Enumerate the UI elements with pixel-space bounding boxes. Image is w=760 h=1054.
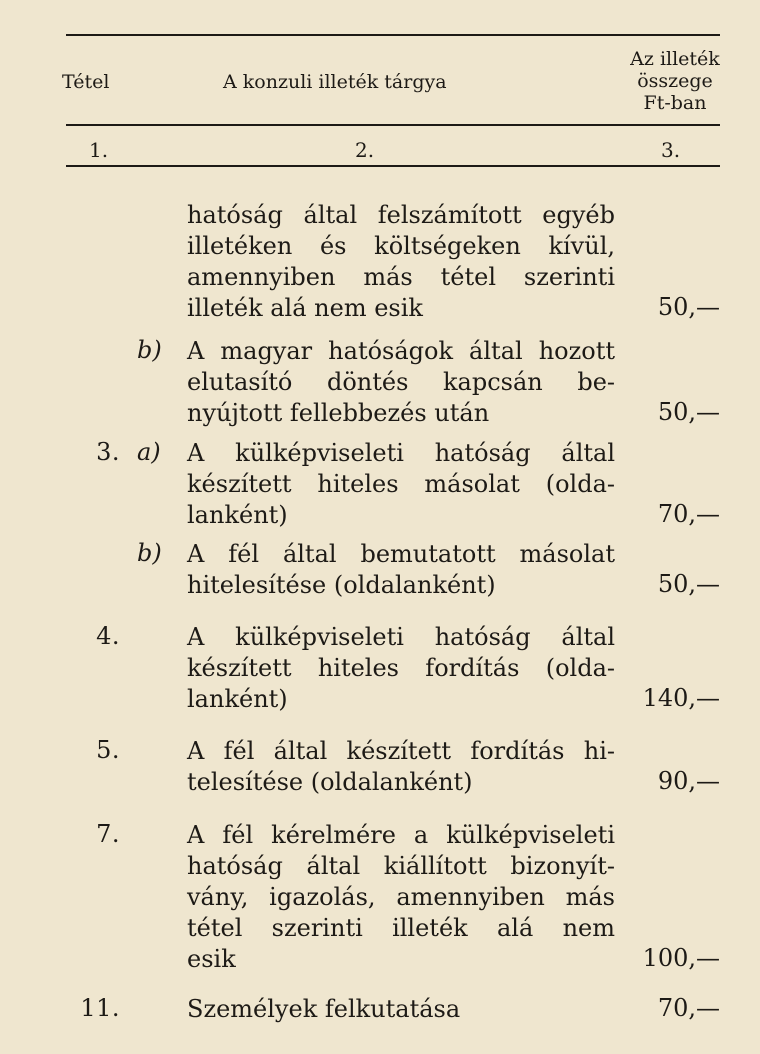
row-description-line: A fél által bemutatott másolat	[187, 540, 615, 568]
row-subitem-letter: a)	[137, 438, 161, 466]
row-description-line: készített hiteles fordítás (olda-	[187, 654, 615, 682]
row-description-line: készített hiteles másolat (olda-	[187, 470, 615, 498]
row-amount: 50,—	[657, 293, 720, 321]
numbers-bottom-rule	[66, 165, 720, 167]
row-amount: 70,—	[657, 994, 720, 1022]
row-subitem-letter: b)	[137, 539, 162, 567]
row-description	[187, 736, 615, 798]
header-subject: A konzuli illeték tárgya	[223, 71, 447, 93]
row-description-line: vány, igazolás, amennyiben más	[187, 883, 615, 911]
row-description-line: A magyar hatóságok által hozott	[187, 337, 615, 365]
row-tetel-number: 4.	[96, 622, 120, 650]
row-tetel-number: 5.	[96, 736, 120, 764]
row-description-line: illeték alá nem esik	[187, 294, 423, 322]
column-number-3: 3.	[661, 138, 681, 162]
table-row	[0, 994, 760, 1025]
row-amount: 140,—	[642, 684, 720, 712]
row-description-line: amennyiben más tétel szerinti	[187, 263, 615, 291]
row-amount: 50,—	[657, 570, 720, 598]
table-row	[0, 336, 760, 429]
row-amount: 50,—	[657, 398, 720, 426]
row-description	[187, 994, 615, 1025]
header-amount-line: Az illeték	[630, 48, 720, 70]
row-description	[187, 200, 615, 324]
row-description	[187, 539, 615, 601]
header-bottom-rule	[66, 124, 720, 126]
table-row	[0, 438, 760, 531]
row-description-line: A külképviseleti hatóság által	[187, 623, 615, 651]
top-rule	[66, 34, 720, 36]
row-description-line: hatóság által kiállított bizonyít-	[187, 852, 615, 880]
row-description-line: tétel szerinti illeték alá nem	[187, 914, 615, 942]
row-description-line: elutasító döntés kapcsán be-	[187, 368, 615, 396]
row-description-line: nyújtott fellebbezés után	[187, 399, 490, 427]
table-row	[0, 539, 760, 601]
header-amount	[600, 48, 750, 114]
row-description-line: telesítése (oldalanként)	[187, 768, 473, 796]
column-number-2: 2.	[355, 138, 375, 162]
row-description	[187, 438, 615, 531]
table-row	[0, 622, 760, 715]
table-row	[0, 736, 760, 798]
row-description	[187, 622, 615, 715]
row-tetel-number: 3.	[96, 438, 120, 466]
row-subitem-letter: b)	[137, 336, 162, 364]
header-tetel: Tétel	[62, 71, 110, 93]
row-description	[187, 336, 615, 429]
row-tetel-number: 7.	[96, 820, 120, 848]
row-description-line: A külképviseleti hatóság által	[187, 439, 615, 467]
table-row	[0, 200, 760, 324]
row-description-line: A fél kérelmére a külképviseleti	[187, 821, 615, 849]
row-description	[187, 820, 615, 975]
row-tetel-number: 11.	[80, 994, 120, 1022]
row-description-line: lanként)	[187, 501, 288, 529]
table-row	[0, 820, 760, 975]
row-amount: 100,—	[642, 944, 720, 972]
row-description-line: hatóság által felszámított egyéb	[187, 201, 615, 229]
row-description-line: lanként)	[187, 685, 288, 713]
column-number-1: 1.	[89, 138, 109, 162]
header-amount-line: összege	[637, 70, 713, 92]
row-amount: 90,—	[657, 767, 720, 795]
row-amount: 70,—	[657, 500, 720, 528]
row-description-line: hitelesítése (oldalanként)	[187, 571, 496, 599]
row-description-line: illetéken és költségeken kívül,	[187, 232, 615, 260]
row-description-line: esik	[187, 945, 236, 973]
row-description-line: Személyek felkutatása	[187, 995, 461, 1023]
row-description-line: A fél által készített fordítás hi-	[187, 737, 615, 765]
header-amount-line: Ft-ban	[643, 92, 707, 114]
